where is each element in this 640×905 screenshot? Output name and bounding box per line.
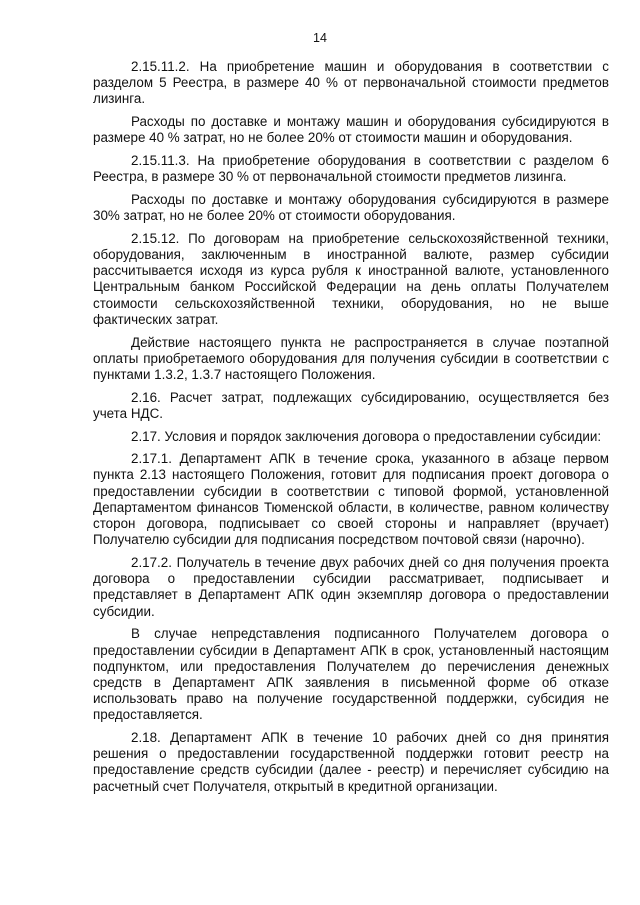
paragraph-staged-payment: Действие настоящего пункта не распространяется в случае поэтапной оплаты приобретаемого оборудования для получения субсидии в соответствии с пунктами 1.3.2, 1.3.7 настоящего Положения. [93, 334, 609, 382]
paragraph-2-17: 2.17. Условия и порядок заключения договора о предоставлении субсидии: [131, 428, 602, 444]
page-number: 14 [313, 31, 327, 45]
paragraph-2-15-11-3: 2.15.11.3. На приобретение оборудования в соответствии с разделом 6 Реестра, в размере 30 % от первоначальной стоимости предметов лизинга. [93, 153, 609, 185]
paragraph-2-15-12: 2.15.12. По договорам на приобретение сельскохозяйственной техники, оборудования, заключенным в иностранной валюте, размер субсидии рассчитывается исходя из курса рубля к иностранной валюте, установленного Центральным банком Российской Федерации на день оплаты Получателем стоимости сельскохозяйственной техники, оборудования, но не выше фактических затрат. [93, 230, 609, 327]
document-body [93, 59, 609, 801]
paragraph-non-submission: В случае непредставления подписанного Получателем договора о предоставлении субсидии в Департамент АПК в срок, установленный настоящим подпунктом, или предоставления Получателем до перечисления денежных средств в Департамент АПК заявления в письменной форме об отказе использовать право на получение государственной поддержки, субсидия не предоставляется. [93, 626, 609, 723]
paragraph-2-17-2: 2.17.2. Получатель в течение двух рабочих дней со дня получения проекта договора о предоставлении субсидии рассматривает, подписывает и представляет в Департамент АПК один экземпляр договора о предоставлении субсидии. [93, 554, 609, 619]
paragraph-delivery-machines: Расходы по доставке и монтажу машин и оборудования субсидируются в размере 40 % затрат, но не более 20% от стоимости машин и оборудования. [93, 114, 609, 146]
paragraph-2-17-1: 2.17.1. Департамент АПК в течение срока, указанного в абзаце первом пункта 2.13 настоящего Положения, готовит для подписания проект договора о предоставлении субсидии в соответствии с типовой формой, установленной Департаментом финансов Тюменской области, в количестве, равном количеству сторон договора, подписывает со своей стороны и направляет (вручает) Получателю субсидии для подписания посредством почтовой связи (нарочно). [93, 451, 609, 548]
paragraph-delivery-equipment: Расходы по доставке и монтажу оборудования субсидируются в размере 30% затрат, но не более 20% от стоимости оборудования. [93, 191, 609, 224]
paragraph-2-16: 2.16. Расчет затрат, подлежащих субсидированию, осуществляется без учета НДС. [93, 389, 609, 421]
paragraph-2-15-11-2: 2.15.11.2. На приобретение машин и оборудования в соответствии с разделом 5 Реестра, в размере 40 % от первоначальной стоимости предметов лизинга. [93, 59, 609, 107]
paragraph-2-18: 2.18. Департамент АПК в течение 10 рабочих дней со дня принятия решения о предоставлении государственной поддержки готовит реестр на предоставление средств субсидии (далее - реестр) и перечисляет субсидию на расчетный счет Получателя, открытый в кредитной организации. [93, 730, 609, 794]
